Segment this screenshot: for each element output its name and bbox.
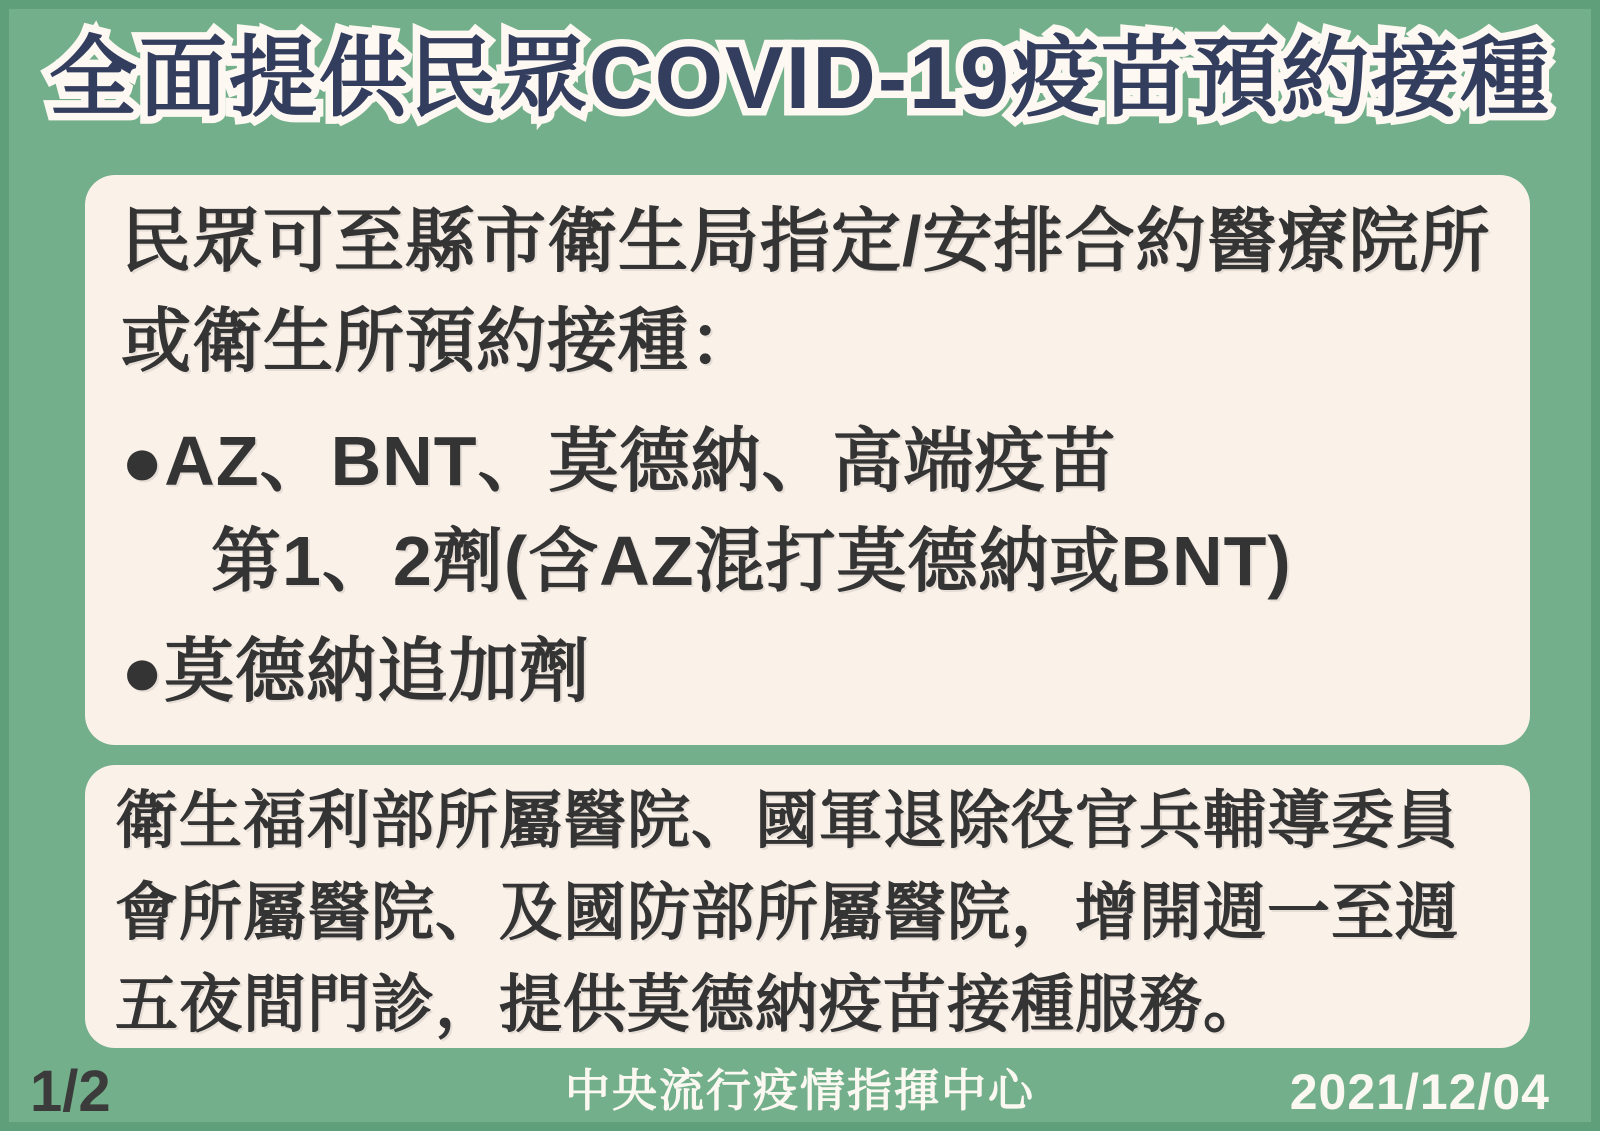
- intro-line: 民眾可至縣市衛生局指定/安排合約醫療院所: [121, 202, 1491, 280]
- page-indicator: 1/2: [30, 1059, 111, 1124]
- hospital-info-line: 衛生福利部所屬醫院、國軍退除役官兵輔導委員: [115, 786, 1459, 856]
- page-title: [0, 30, 1600, 125]
- vaccine-booking-card: [85, 175, 1530, 745]
- footer: [0, 1051, 1600, 1131]
- bullet-item-booster: ●莫德納追加劑: [121, 632, 591, 710]
- organization-label: 中央流行疫情指揮中心: [564, 1065, 1035, 1116]
- hospital-info-line: 會所屬醫院、及國防部所屬醫院，增開週一至週: [115, 878, 1459, 948]
- hospital-info-line: 五夜間門診，提供莫德納疫苗接種服務。: [115, 970, 1267, 1040]
- hospital-night-clinic-card: [85, 765, 1530, 1048]
- bullet-item-vaccine-brands: ●AZ、BNT、莫德納、高端疫苗: [121, 422, 1117, 500]
- date-label: 2021/12/04: [1289, 1064, 1550, 1120]
- bullet-item-dose-detail: 第1、2劑(含AZ混打莫德納或BNT): [211, 522, 1292, 600]
- page-title-text: 全面提供民眾COVID-19疫苗預約接種 全面提供民眾COVID-19疫苗預約接種: [49, 30, 1551, 125]
- intro-line: 或衛生所預約接種：: [121, 302, 760, 380]
